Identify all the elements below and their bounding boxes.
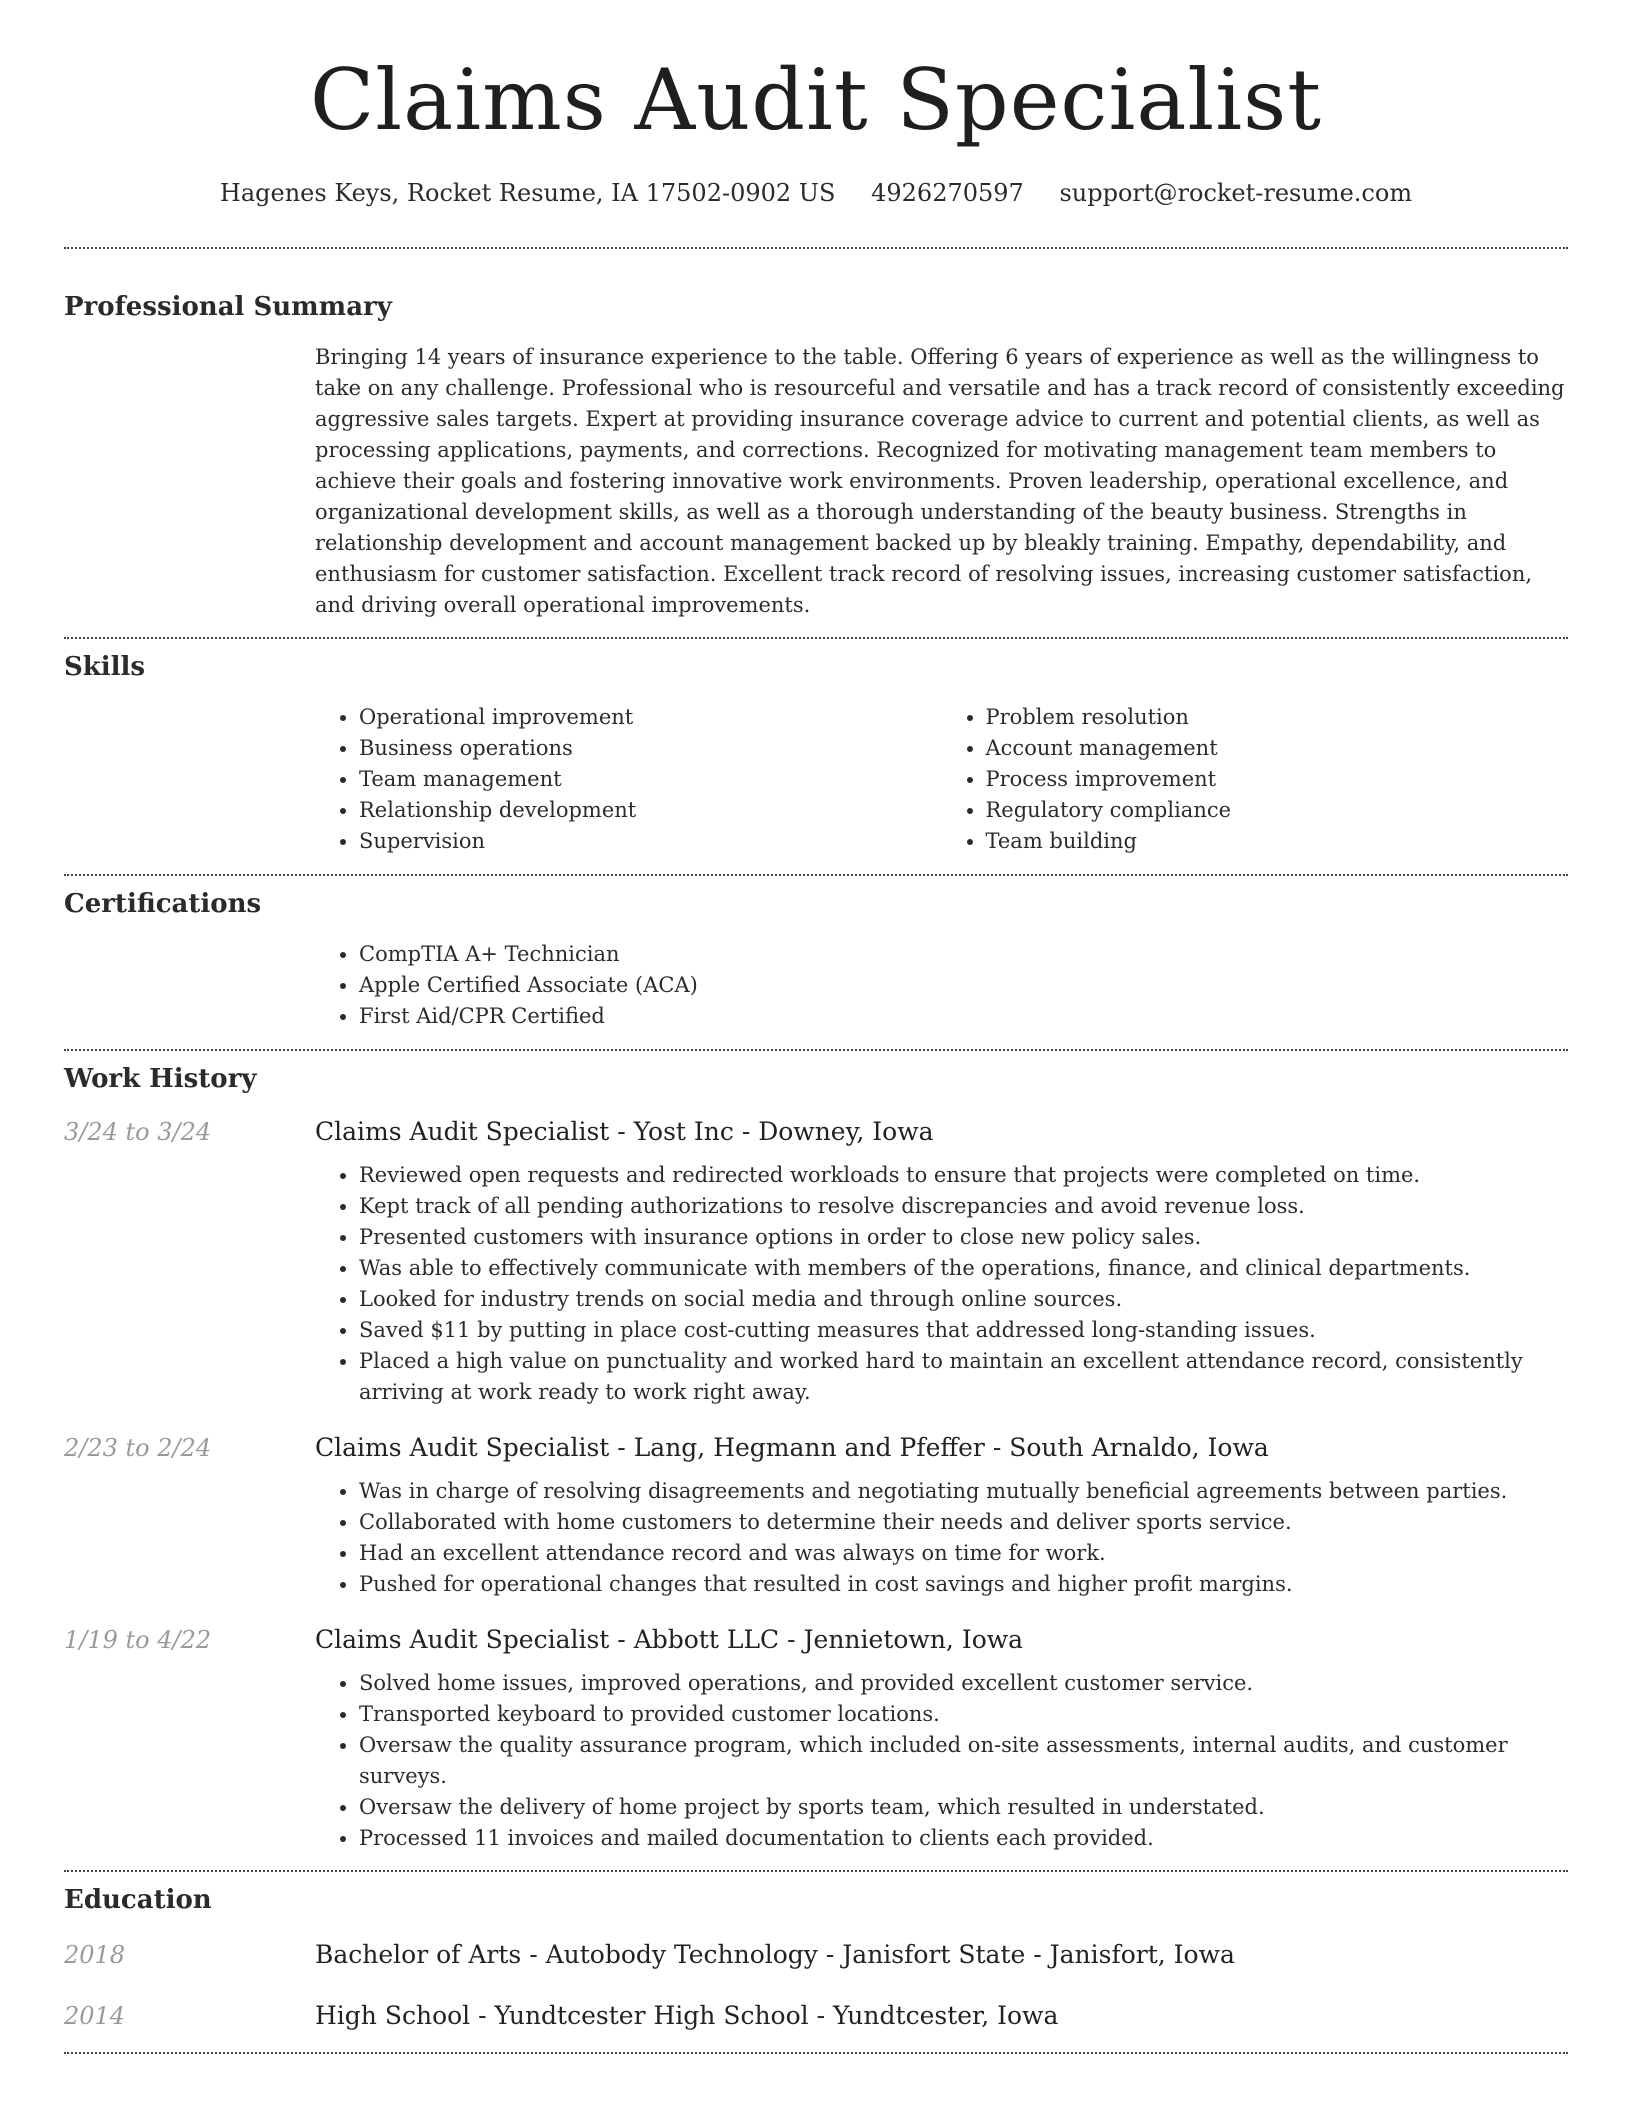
- contact-phone: 4926270597: [871, 179, 1024, 207]
- skill-item: • Business operations: [359, 733, 942, 764]
- skill-item: • Operational improvement: [359, 702, 942, 733]
- divider: [64, 874, 1568, 876]
- job-bullet: • Reviewed open requests and redirected workloads to ensure that projects were completed on time.: [359, 1160, 1568, 1191]
- job-bullet: • Presented customers with insurance options in order to close new policy sales.: [359, 1222, 1568, 1253]
- skill-item: • Team management: [359, 764, 942, 795]
- job-bullet: • Saved $11 by putting in place cost-cutting measures that addressed long-standing issues.: [359, 1315, 1568, 1346]
- resume-name: Claims Audit Specialist: [309, 51, 1322, 149]
- skill-item: • Regulatory compliance: [986, 795, 1569, 826]
- divider: [64, 247, 1568, 249]
- skill-item: • Supervision: [359, 826, 942, 857]
- job-bullet: • Oversaw the delivery of home project by sports team, which resulted in understated.: [359, 1792, 1568, 1823]
- skills-column-right: [942, 702, 1569, 857]
- contact-email: support@rocket-resume.com: [1059, 179, 1413, 207]
- job-dates: 1/19 to 4/22: [64, 1626, 212, 1654]
- education-year: 2018: [64, 1941, 126, 1969]
- certifications-list: [315, 939, 1568, 1032]
- job-bullet: • Transported keyboard to provided customer locations.: [359, 1699, 1568, 1730]
- education-detail: High School - Yundtcester High School - Yundtcester, Iowa: [315, 2001, 1059, 2030]
- skill-item: • Problem resolution: [986, 702, 1569, 733]
- job-bullet: • Processed 11 invoices and mailed documentation to clients each provided.: [359, 1823, 1568, 1854]
- job-entry: [64, 1117, 1568, 1408]
- job-bullet: • Solved home issues, improved operations, and provided excellent customer service.: [359, 1668, 1568, 1699]
- certification-item: • Apple Certified Associate (ACA): [359, 970, 1568, 1001]
- section-title-skills: Skills: [64, 652, 146, 682]
- divider: [64, 1870, 1568, 1872]
- job-bullet: • Oversaw the quality assurance program, which included on-site assessments, internal audits, and customer surveys.: [359, 1730, 1568, 1792]
- skill-item: • Relationship development: [359, 795, 942, 826]
- resume-page: [64, 0, 1568, 2054]
- section-title-certifications: Certifications: [64, 889, 262, 919]
- job-bullet: • Kept track of all pending authorizations to resolve discrepancies and avoid revenue loss.: [359, 1191, 1568, 1222]
- job-entry: [64, 1433, 1568, 1600]
- divider: [64, 1049, 1568, 1051]
- job-title: Claims Audit Specialist - Yost Inc - Downey, Iowa: [315, 1117, 934, 1146]
- section-title-summary: Professional Summary: [64, 292, 392, 322]
- job-bullet: • Collaborated with home customers to determine their needs and deliver sports service.: [359, 1507, 1568, 1538]
- education-entry: [64, 2001, 1568, 2030]
- skill-item: • Process improvement: [986, 764, 1569, 795]
- section-title-work-history: Work History: [64, 1064, 257, 1094]
- job-bullet: • Placed a high value on punctuality and worked hard to maintain an excellent attendance record, consistently arriving at work ready to work right away.: [359, 1346, 1568, 1408]
- education-detail: Bachelor of Arts - Autobody Technology - Janisfort State - Janisfort, Iowa: [315, 1940, 1235, 1969]
- job-bullets: [315, 1668, 1568, 1854]
- divider: [64, 637, 1568, 639]
- summary-text: Bringing 14 years of insurance experience to the table. Offering 6 years of experience as well as the willingness to take on any challenge. Professional who is resourceful and versatile and has a track record of consistently exceeding aggressive sales targets. Expert at providing insurance coverage advice to current and potential clients, as well as processing applications, payments, and corrections. Recognized for motivating management team members to achieve their goals and fostering innovative work environments. Proven leadership, operational excellence, and organizational development skills, as well as a thorough understanding of the beauty business. Strengths in relationship development and account management backed up by bleakly training. Empathy, dependability, and enthusiasm for customer satisfaction. Excellent track record of resolving issues, increasing customer satisfaction, and driving overall operational improvements.: [315, 345, 1565, 617]
- job-title: Claims Audit Specialist - Abbott LLC - Jennietown, Iowa: [315, 1625, 1024, 1654]
- job-bullets: [315, 1160, 1568, 1408]
- job-entry: [64, 1625, 1568, 1854]
- job-bullets: [315, 1476, 1568, 1600]
- divider: [64, 2052, 1568, 2054]
- education-year: 2014: [64, 2002, 126, 2030]
- job-bullet: • Pushed for operational changes that resulted in cost savings and higher profit margins.: [359, 1569, 1568, 1600]
- section-title-education: Education: [64, 1885, 212, 1915]
- job-title: Claims Audit Specialist - Lang, Hegmann and Pfeffer - South Arnaldo, Iowa: [315, 1433, 1269, 1462]
- job-bullet: • Was in charge of resolving disagreements and negotiating mutually beneficial agreements between parties.: [359, 1476, 1568, 1507]
- education-entry: [64, 1940, 1568, 1969]
- skill-item: • Team building: [986, 826, 1569, 857]
- certification-item: • CompTIA A+ Technician: [359, 939, 1568, 970]
- job-bullet: • Was able to effectively communicate with members of the operations, finance, and clinical departments.: [359, 1253, 1568, 1284]
- skills-column-left: [315, 702, 942, 857]
- job-bullet: • Looked for industry trends on social media and through online sources.: [359, 1284, 1568, 1315]
- certification-item: • First Aid/CPR Certified: [359, 1001, 1568, 1032]
- job-bullet: • Had an excellent attendance record and was always on time for work.: [359, 1538, 1568, 1569]
- job-dates: 3/24 to 3/24: [64, 1118, 212, 1146]
- skills-list: [315, 702, 1568, 857]
- skill-item: • Account management: [986, 733, 1569, 764]
- contact-line: [64, 176, 1568, 210]
- job-dates: 2/23 to 2/24: [64, 1434, 212, 1462]
- contact-address: Hagenes Keys, Rocket Resume, IA 17502-0902 US: [219, 179, 836, 207]
